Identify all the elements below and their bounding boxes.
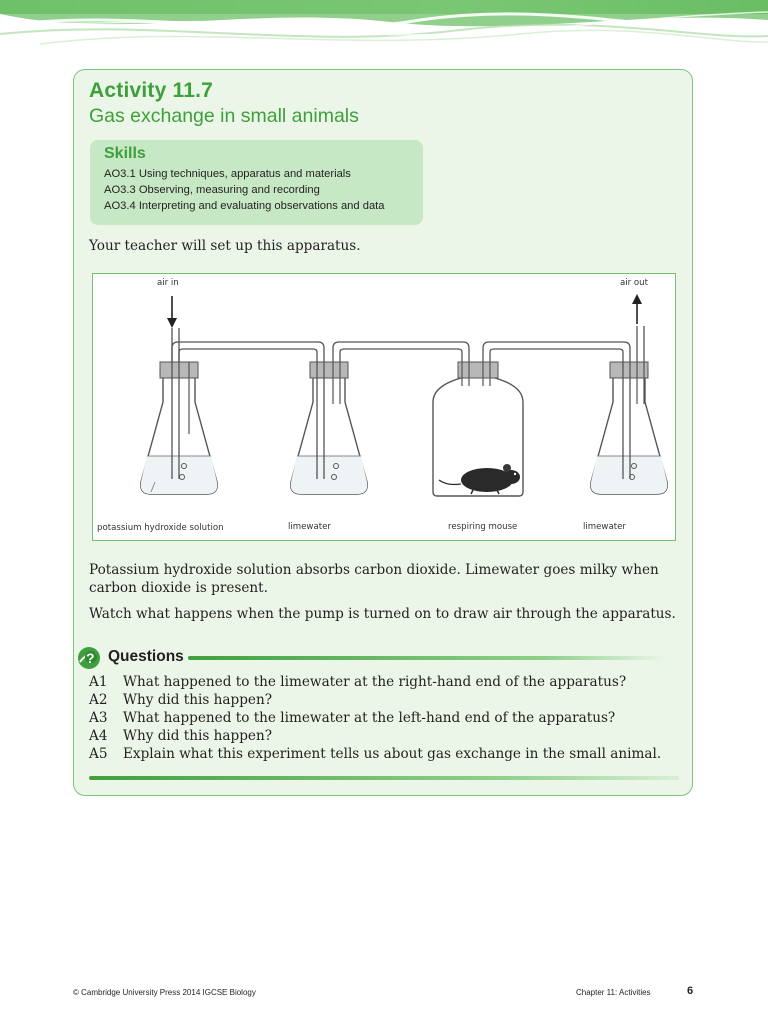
section-end-rule — [89, 776, 679, 781]
question-number: A3 — [89, 710, 108, 726]
intro-text: Your teacher will set up this apparatus. — [89, 238, 361, 254]
label-koh-solution: potassium hydroxide solution — [97, 523, 224, 533]
skill-item: AO3.3 Observing, measuring and recording — [104, 184, 320, 196]
label-limewater-left: limewater — [288, 522, 331, 532]
skill-item: AO3.4 Interpreting and evaluating observations and data — [104, 200, 385, 212]
question-text: What happened to the limewater at the left-hand end of the apparatus? — [123, 710, 616, 726]
activity-title: Activity 11.7 — [89, 79, 214, 102]
paragraph-pump: Watch what happens when the pump is turned on to draw air through the apparatus. — [89, 606, 676, 622]
page-number: 6 — [687, 985, 694, 997]
skill-item: AO3.1 Using techniques, apparatus and materials — [104, 168, 351, 180]
questions-icon — [78, 647, 100, 669]
skills-heading: Skills — [104, 145, 146, 162]
flask-koh — [141, 362, 218, 494]
question-number: A2 — [89, 692, 108, 708]
apparatus-figure — [92, 273, 676, 541]
skills-box — [90, 140, 423, 225]
question-number: A4 — [89, 728, 108, 744]
question-text: Why did this happen? — [123, 692, 273, 708]
question-text: Explain what this experiment tells us about gas exchange in the small animal. — [123, 746, 662, 762]
footer-copyright: © Cambridge University Press 2014 IGCSE Biology — [73, 988, 256, 997]
label-air-out: air out — [620, 278, 648, 288]
flask-limewater-right — [591, 362, 668, 494]
svg-text:?: ? — [86, 650, 95, 666]
flask-limewater-left — [291, 362, 368, 494]
question-text: What happened to the limewater at the right-hand end of the apparatus? — [123, 674, 627, 690]
questions-heading: Questions — [108, 648, 184, 665]
label-air-in: air in — [157, 278, 179, 288]
header-leaf-banner — [0, 0, 768, 56]
question-number: A1 — [89, 674, 108, 690]
question-number: A5 — [89, 746, 108, 762]
activity-subtitle: Gas exchange in small animals — [89, 105, 359, 127]
paragraph-koh-limewater: Potassium hydroxide solution absorbs carbon dioxide. Limewater goes milky when carbon dioxide is present. — [89, 562, 659, 596]
label-respiring-mouse: respiring mouse — [448, 522, 518, 532]
bell-jar — [433, 362, 523, 496]
apparatus-diagram — [93, 274, 677, 542]
label-limewater-right: limewater — [583, 522, 626, 532]
question-text: Why did this happen? — [123, 728, 273, 744]
footer-chapter: Chapter 11: Activities — [576, 988, 651, 997]
